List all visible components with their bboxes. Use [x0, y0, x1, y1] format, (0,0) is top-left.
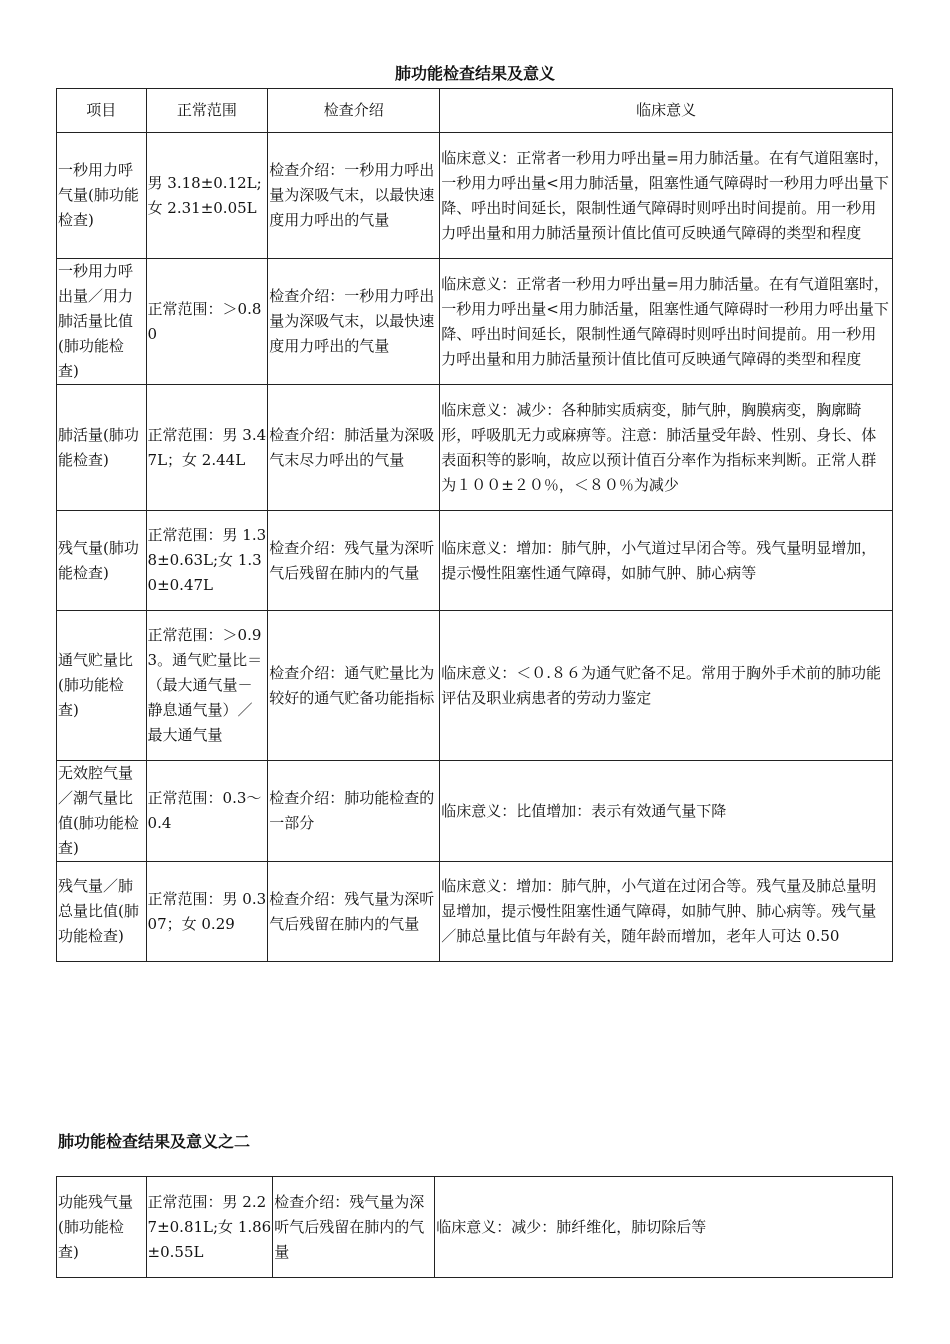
intro-cell: 检查介绍：一秒用力呼出量为深吸气末，以最快速度用力呼出的气量 — [268, 259, 440, 385]
item-cell: 一秒用力呼出量／用力肺活量比值(肺功能检查) — [57, 259, 147, 385]
meaning-cell: 临床意义：增加：肺气肿，小气道在过闭合等。残气量及肺总量明显增加，提示慢性阻塞性通气障碍，如肺气肿、肺心病等。残气量／肺总量比值与年龄有关，随年龄而增加，老年人可达 0.50 — [440, 862, 893, 962]
intro-cell: 检查介绍：肺活量为深吸气末尽力呼出的气量 — [268, 385, 440, 511]
intro-cell: 检查介绍：一秒用力呼出量为深吸气末，以最快速度用力呼出的气量 — [268, 133, 440, 259]
table-row — [57, 511, 893, 611]
meaning-cell: 临床意义：比值增加：表示有效通气量下降 — [440, 761, 893, 862]
item-cell: 功能残气量(肺功能检查) — [57, 1177, 147, 1278]
range-cell: 正常范围：男 1.38±0.63L;女 1.30±0.47L — [146, 511, 268, 611]
table-row — [57, 259, 893, 385]
meaning-cell: 临床意义：＜０.８６为通气贮备不足。常用于胸外手术前的肺功能评估及职业病患者的劳动力鉴定 — [440, 611, 893, 761]
range-cell: 男 3.18±0.12L;女 2.31±0.05L — [146, 133, 268, 259]
item-cell: 无效腔气量／潮气量比值(肺功能检查) — [57, 761, 147, 862]
intro-cell: 检查介绍：残气量为深听气后残留在肺内的气量 — [273, 1177, 435, 1278]
range-cell: 正常范围：0.3～0.4 — [146, 761, 268, 862]
range-cell: 正常范围：男 3.47L；女 2.44L — [146, 385, 268, 511]
item-cell: 肺活量(肺功能检查) — [57, 385, 147, 511]
results-table — [56, 88, 893, 962]
table-row — [57, 761, 893, 862]
header-intro: 检查介绍 — [268, 89, 440, 133]
meaning-cell: 临床意义：增加：肺气肿，小气道过早闭合等。残气量明显增加，提示慢性阻塞性通气障碍，如肺气肿、肺心病等 — [440, 511, 893, 611]
meaning-cell: 临床意义：减少：肺纤维化，肺切除后等 — [435, 1177, 893, 1278]
intro-cell: 检查介绍：肺功能检查的一部分 — [268, 761, 440, 862]
table-row — [57, 862, 893, 962]
item-cell: 通气贮量比(肺功能检查) — [57, 611, 147, 761]
table-row — [57, 611, 893, 761]
header-range: 正常范围 — [146, 89, 268, 133]
meaning-cell: 临床意义：减少：各种肺实质病变，肺气肿，胸膜病变，胸廓畸形，呼吸肌无力或麻痹等。注意：肺活量受年龄、性别、身长、体表面积等的影响，故应以预计值百分率作为指标来判断。正常人群为１００±２０％，＜８０％为减少 — [440, 385, 893, 511]
meaning-cell: 临床意义：正常者一秒用力呼出量=用力肺活量。在有气道阻塞时，一秒用力呼出量<用力肺活量，阻塞性通气障碍时一秒用力呼出量下降、呼出时间延长，限制性通气障碍时则呼出时间提前。用一秒用力呼出量和用力肺活量预计值比值可反映通气障碍的类型和程度 — [440, 133, 893, 259]
meaning-cell: 临床意义：正常者一秒用力呼出量=用力肺活量。在有气道阻塞时，一秒用力呼出量<用力肺活量，阻塞性通气障碍时一秒用力呼出量下降、呼出时间延长，限制性通气障碍时则呼出时间提前。用一秒用力呼出量和用力肺活量预计值比值可反映通气障碍的类型和程度 — [440, 259, 893, 385]
item-cell: 残气量／肺总量比值(肺功能检查) — [57, 862, 147, 962]
table-row — [57, 1177, 893, 1278]
results-table-2 — [56, 1176, 893, 1278]
range-cell: 正常范围：＞0.80 — [146, 259, 268, 385]
item-cell: 一秒用力呼气量(肺功能检查) — [57, 133, 147, 259]
table-row — [57, 385, 893, 511]
intro-cell: 检查介绍：残气量为深听气后残留在肺内的气量 — [268, 511, 440, 611]
item-cell: 残气量(肺功能检查) — [57, 511, 147, 611]
intro-cell: 检查介绍：残气量为深听气后残留在肺内的气量 — [268, 862, 440, 962]
table-header-row — [57, 89, 893, 133]
table-row — [57, 133, 893, 259]
header-meaning: 临床意义 — [440, 89, 893, 133]
intro-cell: 检查介绍：通气贮量比为较好的通气贮备功能指标 — [268, 611, 440, 761]
section-title: 肺功能检查结果及意义之二 — [58, 1132, 251, 1151]
range-cell: 正常范围：＞0.93。通气贮量比＝（最大通气量－静息通气量）／最大通气量 — [146, 611, 268, 761]
document-title: 肺功能检查结果及意义 — [394, 64, 555, 83]
header-item: 项目 — [57, 89, 147, 133]
range-cell: 正常范围：男 2.27±0.81L;女 1.86±0.55L — [146, 1177, 273, 1278]
range-cell: 正常范围：男 0.307；女 0.29 — [146, 862, 268, 962]
